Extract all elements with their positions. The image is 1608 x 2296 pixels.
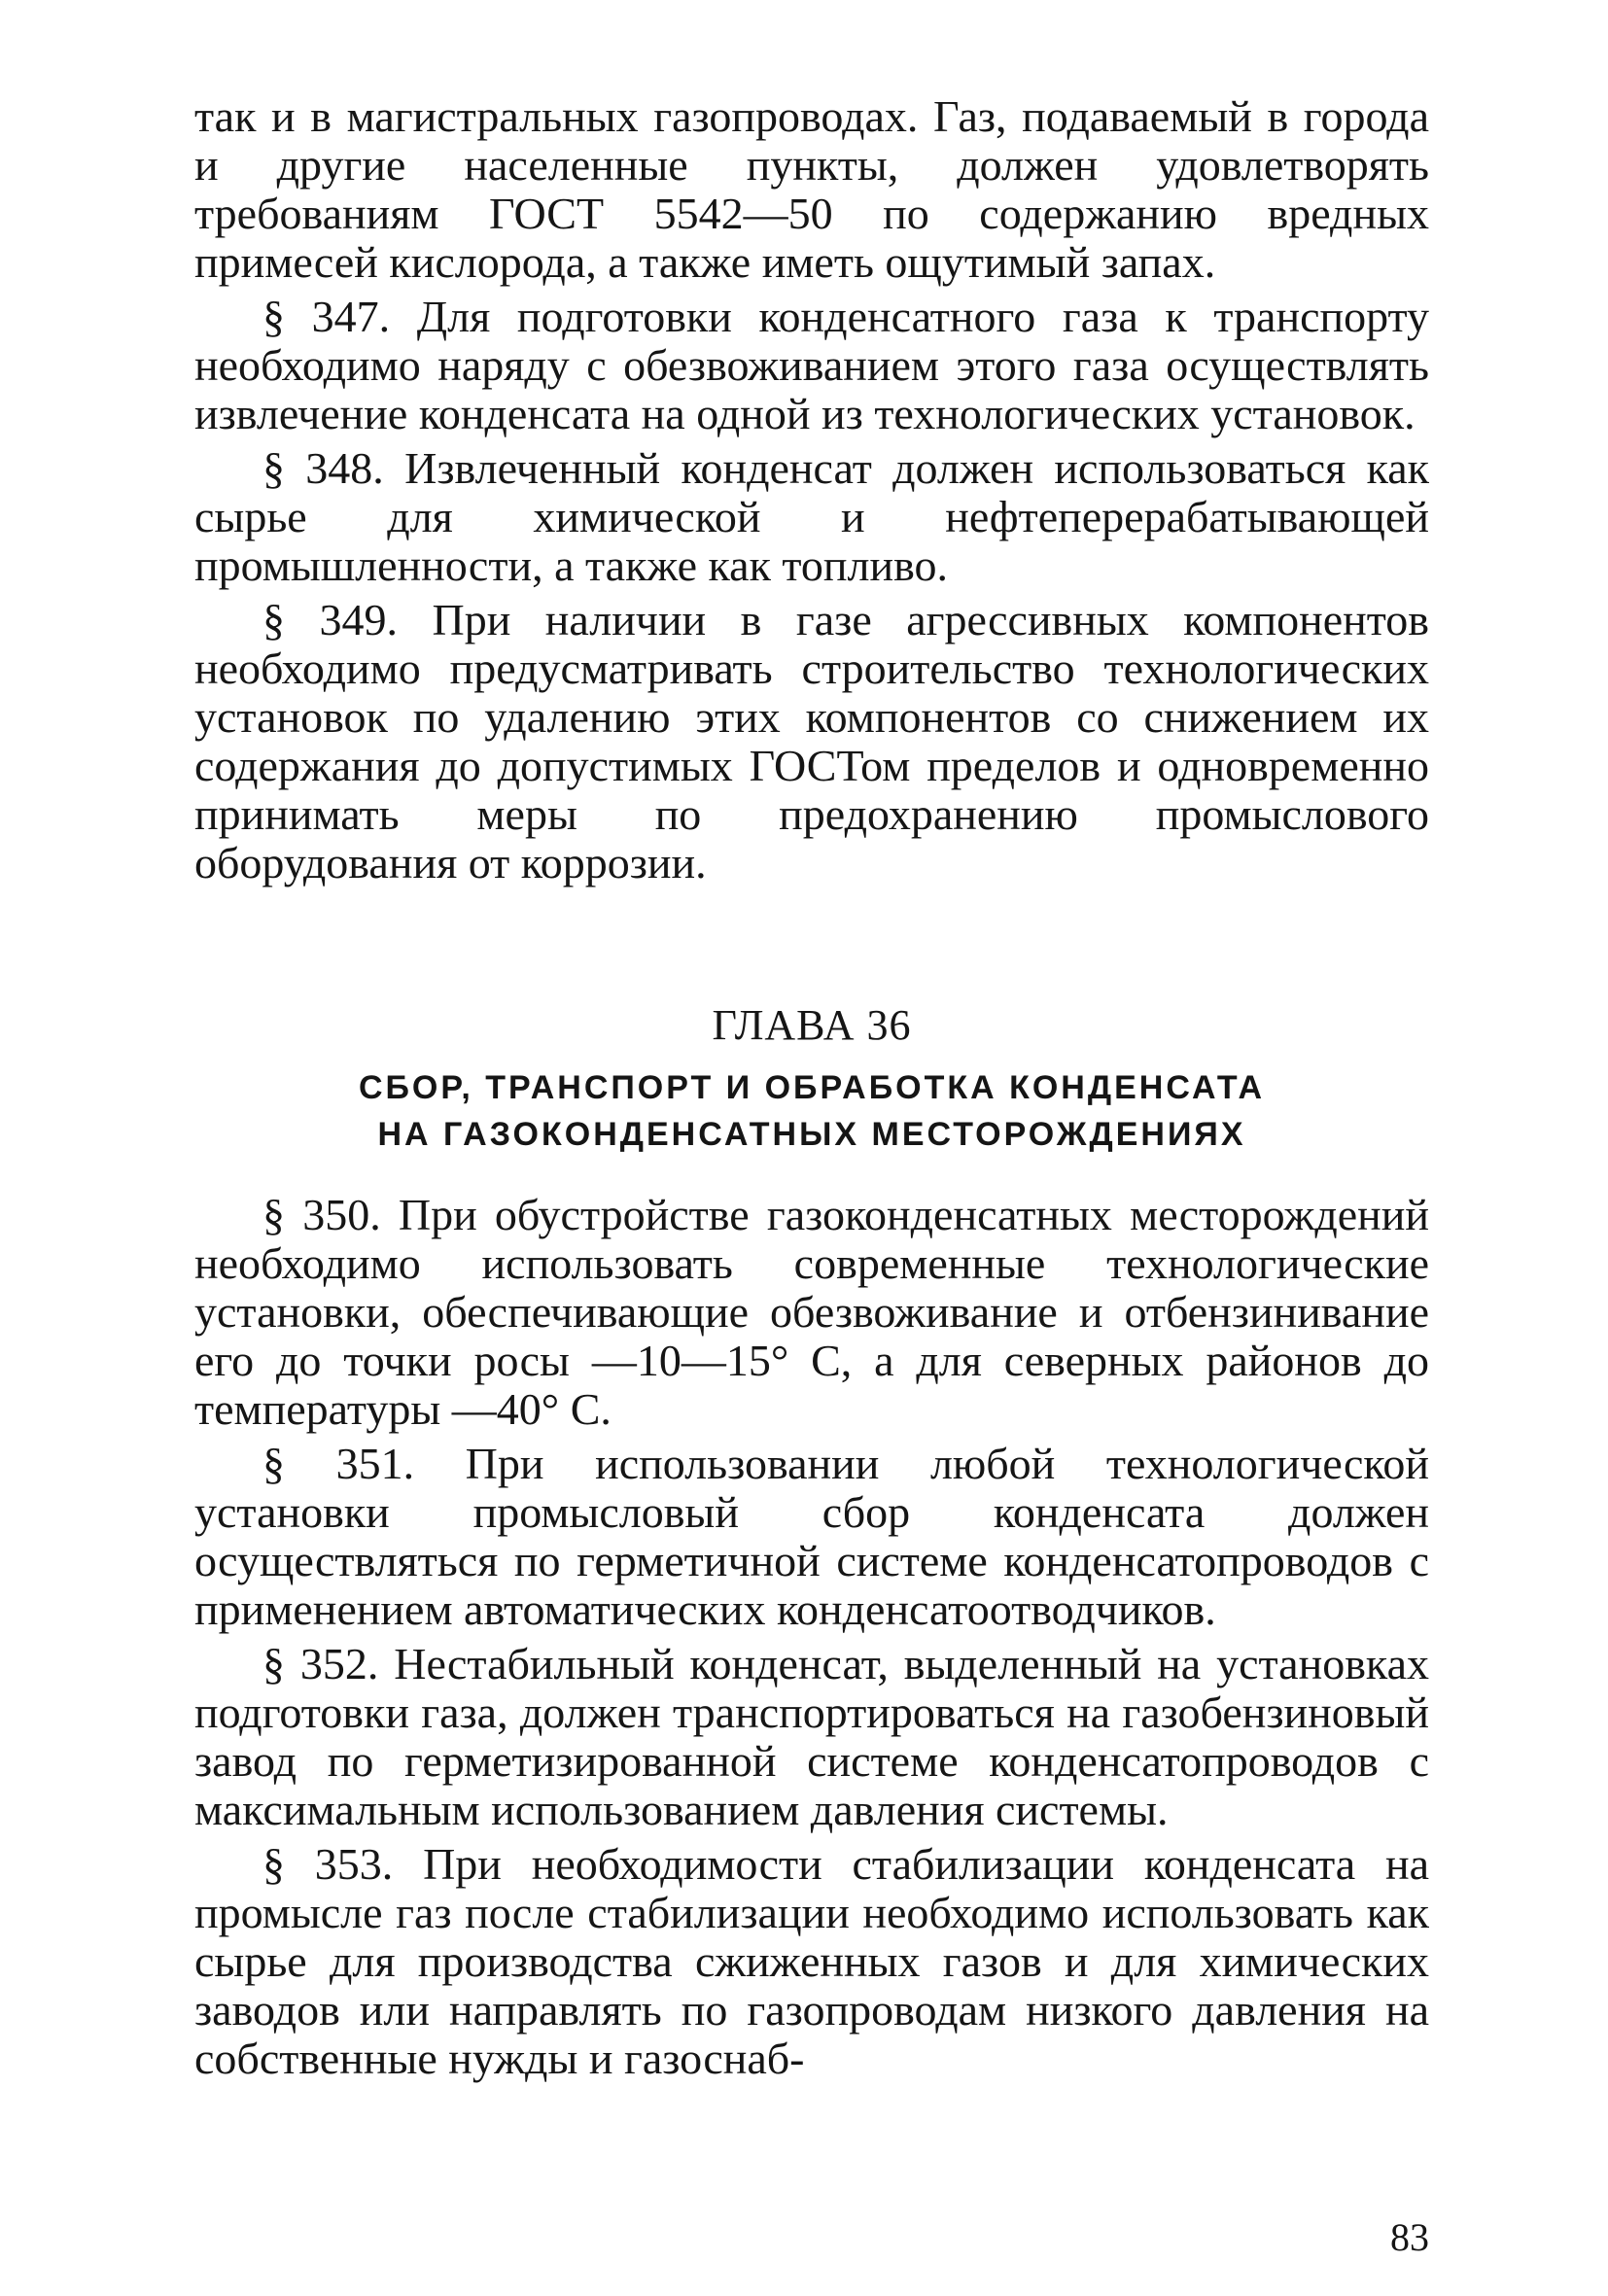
paragraph-351: § 351. При использовании любой технологической установки промысловый сбор конденсата должен осуществляться по герметичной системе конденсатопроводов с применением автоматических конденсатоотводчиков.: [194, 1439, 1429, 1634]
bottom-text-block: [194, 1191, 1429, 2083]
chapter-title-line-1: СБОР, ТРАНСПОРТ И ОБРАБОТКА КОНДЕНСАТА: [358, 1069, 1266, 1106]
paragraph-349: § 349. При наличии в газе агрессивных компонентов необходимо предусматривать строительство технологических установок по удалению этих компонентов со снижением их содержания до допустимых ГОСТом пределов и одновременно принимать меры по предохранению промыслового оборудования от коррозии.: [194, 595, 1429, 887]
paragraph-continuation: так и в магистральных газопроводах. Газ, подаваемый в города и другие населенные пункты, должен удовлетворять требованиям ГОСТ 5542—50 по содержанию вредных примесей кислорода, а также иметь ощутимый запах.: [194, 91, 1429, 287]
paragraph-348: § 348. Извлеченный конденсат должен использоваться как сырье для химической и нефтеперерабатывающей промышленности, а также как топливо.: [194, 443, 1429, 590]
paragraph-352: § 352. Нестабильный конденсат, выделенный на установках подготовки газа, должен транспортироваться на газобензиновый завод по герметизированной системе конденсатопроводов с максимальным использованием давления системы.: [194, 1639, 1429, 1834]
paragraph-347: § 347. Для подготовки конденсатного газа к транспорту необходимо наряду с обезвоживанием этого газа осуществлять извлечение конденсата на одной из технологических установок.: [194, 292, 1429, 438]
paragraph-350: § 350. При обустройстве газоконденсатных месторождений необходимо использовать современные технологические установки, обеспечивающие обезвоживание и отбензинивание его до точки росы —10—15° С, а для северных районов до температуры —40° С.: [194, 1190, 1429, 1434]
page-number: 83: [1390, 2215, 1429, 2259]
paragraph-353: § 353. При необходимости стабилизации конденсата на промысле газ после стабилизации необходимо использовать как сырье для производства сжиженных газов и для химических заводов или направлять по газопроводам низкого давления на собственные нужды и газоснаб-: [194, 1839, 1429, 2083]
book-page: [194, 92, 1429, 2260]
top-text-block: [194, 92, 1429, 887]
chapter-number: ГЛАВА 36: [712, 1001, 912, 1049]
chapter-title: [194, 1064, 1429, 1158]
chapter-title-line-2: НА ГАЗОКОНДЕНСАТНЫХ МЕСТОРОЖДЕНИЯХ: [377, 1116, 1246, 1153]
